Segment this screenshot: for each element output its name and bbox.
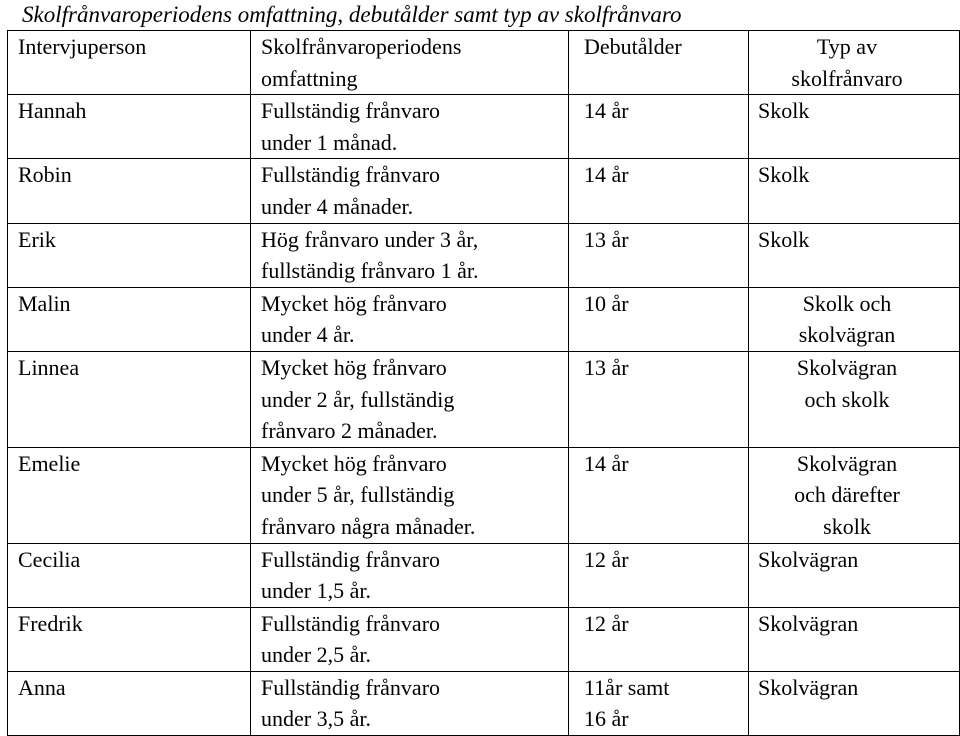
cell-extent-line: under 1,5 år. bbox=[261, 578, 371, 604]
cell-extent-line: under 2 år, fullständig bbox=[261, 386, 455, 412]
cell-type-line: skolk bbox=[823, 513, 871, 539]
cell-type-line: skolvägran bbox=[798, 322, 896, 348]
header-intervjuperson-text: Intervjuperson bbox=[18, 34, 147, 59]
table-row bbox=[8, 287, 960, 351]
cell-extent-line: frånvaro några månader. bbox=[261, 513, 476, 539]
cell-type bbox=[749, 287, 960, 351]
person-name: Anna bbox=[18, 674, 66, 700]
cell-person bbox=[8, 607, 251, 671]
person-name: Linnea bbox=[18, 354, 80, 380]
cell-age-line: 12 år bbox=[584, 610, 629, 636]
table-row bbox=[8, 95, 960, 159]
cell-person bbox=[8, 447, 251, 543]
cell-person bbox=[8, 95, 251, 159]
table-row bbox=[8, 447, 960, 543]
table-caption: Skolfrånvaroperiodens omfattning, debutålder samt typ av skolfrånvaro bbox=[22, 2, 682, 27]
cell-type-line: Skolk bbox=[758, 98, 810, 124]
table-row bbox=[8, 671, 960, 735]
cell-type-line: Skolvägran bbox=[758, 546, 859, 572]
cell-age-line: 13 år bbox=[584, 354, 629, 380]
cell-type-line: Skolk bbox=[758, 162, 810, 188]
cell-age-line: 11år samt bbox=[584, 674, 670, 700]
cell-person bbox=[8, 671, 251, 735]
cell-type-line: Skolk och bbox=[802, 290, 892, 316]
cell-type bbox=[749, 223, 960, 287]
cell-type bbox=[749, 671, 960, 735]
cell-extent-line: under 3,5 år. bbox=[261, 706, 371, 732]
header-typ bbox=[749, 31, 960, 95]
cell-age bbox=[569, 159, 749, 223]
cell-extent-line: fullständig frånvaro 1 år. bbox=[261, 258, 479, 284]
person-name: Erik bbox=[18, 226, 56, 252]
absence-table bbox=[7, 30, 960, 736]
cell-age bbox=[569, 351, 749, 447]
header-omfattning bbox=[251, 31, 569, 95]
person-name: Fredrik bbox=[18, 610, 83, 636]
cell-extent bbox=[251, 223, 569, 287]
cell-extent-line: Mycket hög frånvaro bbox=[261, 290, 447, 316]
cell-extent bbox=[251, 159, 569, 223]
cell-extent-line: under 4 månader. bbox=[261, 193, 414, 219]
table-header-row bbox=[8, 31, 960, 95]
table-row bbox=[8, 351, 960, 447]
cell-type bbox=[749, 543, 960, 607]
cell-type-line: Skolvägran bbox=[796, 450, 898, 476]
cell-age-line: 13 år bbox=[584, 226, 629, 252]
cell-age-line: 10 år bbox=[584, 290, 629, 316]
cell-extent bbox=[251, 95, 569, 159]
cell-age-line: 14 år bbox=[584, 162, 629, 188]
cell-extent-line: under 5 år, fullständig bbox=[261, 482, 455, 508]
header-debutalder-text: Debutålder bbox=[584, 34, 682, 59]
header-omfattning-line2: omfattning bbox=[261, 65, 358, 91]
cell-type bbox=[749, 95, 960, 159]
header-omfattning-line1: Skolfrånvaroperiodens bbox=[261, 34, 462, 59]
cell-extent bbox=[251, 351, 569, 447]
cell-person bbox=[8, 351, 251, 447]
person-name: Malin bbox=[18, 290, 71, 316]
cell-extent-line: Hög frånvaro under 3 år, bbox=[261, 226, 479, 252]
cell-extent-line: Fullständig frånvaro bbox=[261, 162, 441, 188]
cell-age-line: 16 år bbox=[584, 706, 629, 732]
cell-type bbox=[749, 607, 960, 671]
cell-extent bbox=[251, 543, 569, 607]
cell-age bbox=[569, 447, 749, 543]
cell-age bbox=[569, 287, 749, 351]
cell-type-line: Skolvägran bbox=[758, 610, 859, 636]
cell-age-line: 14 år bbox=[584, 98, 629, 124]
header-typ-line2: skolfrånvaro bbox=[791, 65, 903, 91]
person-name: Hannah bbox=[18, 98, 87, 124]
person-name: Cecilia bbox=[18, 546, 81, 572]
cell-type bbox=[749, 447, 960, 543]
cell-age-line: 14 år bbox=[584, 450, 629, 476]
cell-age bbox=[569, 95, 749, 159]
cell-extent bbox=[251, 447, 569, 543]
cell-extent-line: under 2,5 år. bbox=[261, 642, 371, 668]
cell-person bbox=[8, 223, 251, 287]
cell-extent bbox=[251, 287, 569, 351]
cell-extent-line: Fullständig frånvaro bbox=[261, 98, 441, 124]
cell-type-line: och skolk bbox=[804, 386, 890, 412]
cell-extent-line: Mycket hög frånvaro bbox=[261, 450, 447, 476]
header-debutalder bbox=[569, 31, 749, 95]
cell-type-line: Skolvägran bbox=[796, 354, 898, 380]
table-row bbox=[8, 223, 960, 287]
cell-extent-line: under 4 år. bbox=[261, 322, 355, 348]
cell-type bbox=[749, 351, 960, 447]
cell-extent-line: Fullständig frånvaro bbox=[261, 610, 441, 636]
cell-age-line: 12 år bbox=[584, 546, 629, 572]
table-row bbox=[8, 159, 960, 223]
cell-extent-line: Fullständig frånvaro bbox=[261, 674, 441, 700]
cell-extent-line: Fullständig frånvaro bbox=[261, 546, 441, 572]
cell-type-line: Skolk bbox=[758, 226, 810, 252]
person-name: Emelie bbox=[18, 450, 81, 476]
cell-type-line: Skolvägran bbox=[758, 674, 859, 700]
cell-extent bbox=[251, 671, 569, 735]
cell-age bbox=[569, 223, 749, 287]
cell-extent-line: frånvaro 2 månader. bbox=[261, 418, 438, 444]
table-row bbox=[8, 607, 960, 671]
cell-person bbox=[8, 287, 251, 351]
cell-age bbox=[569, 543, 749, 607]
cell-extent-line: Mycket hög frånvaro bbox=[261, 354, 447, 380]
cell-extent bbox=[251, 607, 569, 671]
cell-person bbox=[8, 543, 251, 607]
person-name: Robin bbox=[18, 162, 72, 188]
cell-age bbox=[569, 671, 749, 735]
header-typ-line1: Typ av bbox=[816, 34, 878, 59]
table-row bbox=[8, 543, 960, 607]
cell-age bbox=[569, 607, 749, 671]
cell-person bbox=[8, 159, 251, 223]
cell-extent-line: under 1 månad. bbox=[261, 129, 398, 155]
table-body bbox=[8, 95, 960, 736]
cell-type bbox=[749, 159, 960, 223]
header-intervjuperson bbox=[8, 31, 251, 95]
cell-type-line: och därefter bbox=[794, 482, 900, 508]
